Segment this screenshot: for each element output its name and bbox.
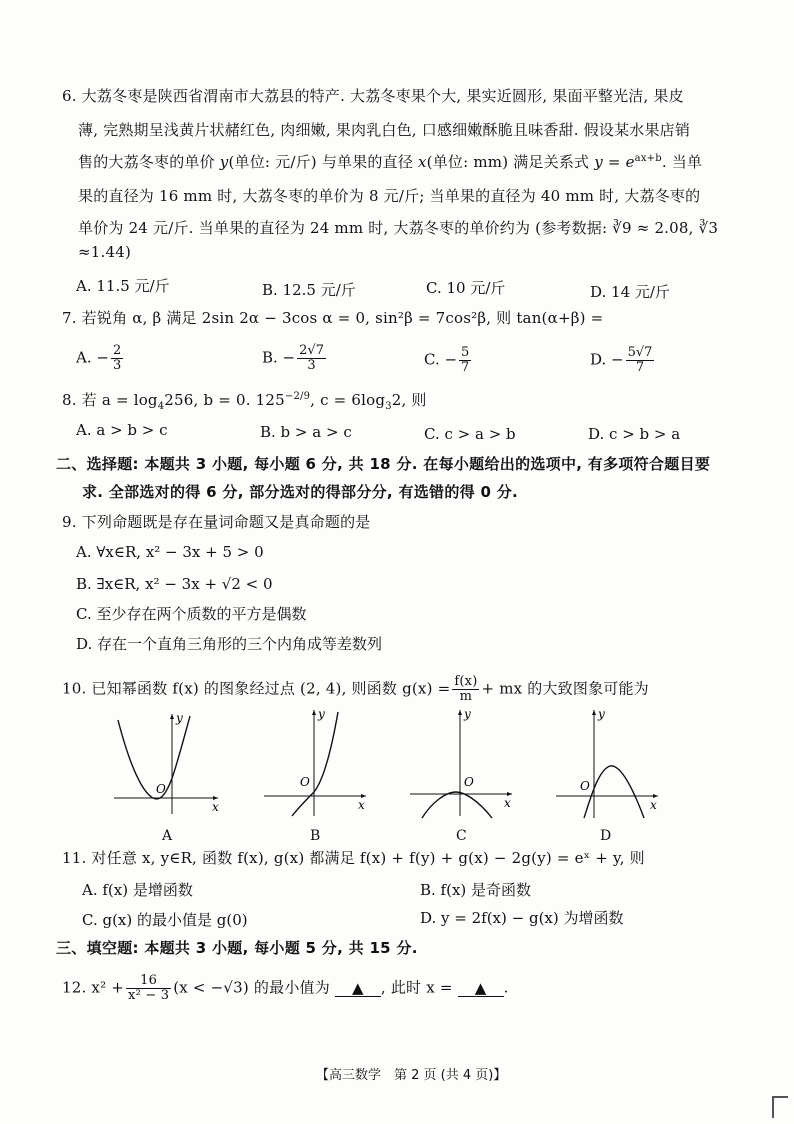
graph-a-y-arrow-icon bbox=[170, 714, 174, 719]
q11-option-a: A. f(x) 是增函数 bbox=[82, 881, 193, 899]
q8-exponent: −2/9 bbox=[284, 391, 311, 402]
q6-line-2: 薄, 完熟期呈浅黄片状赭红色, 肉细嫩, 果肉乳白色, 口感细嫩酥脆且味香甜. 假设某水果店销 bbox=[78, 121, 691, 139]
q7-option-a-label: A. − bbox=[76, 348, 109, 367]
graph-c-y-label: y bbox=[464, 708, 471, 721]
q12-answer-blank-1[interactable]: ▲ bbox=[335, 980, 381, 997]
q7-option-b-label: B. − bbox=[262, 348, 296, 367]
graph-b-y-label: y bbox=[318, 708, 325, 721]
q7-option-c-label: C. − bbox=[424, 350, 458, 369]
q10-graph-d bbox=[554, 708, 666, 820]
q12-mid: (x < −√3) 的最小值为 bbox=[173, 978, 330, 997]
q12-stem bbox=[62, 974, 509, 1003]
q12-end: . bbox=[503, 978, 509, 997]
q7-option-c bbox=[424, 346, 473, 375]
q10-graph-c bbox=[408, 708, 520, 820]
crop-mark-icon bbox=[772, 1096, 788, 1118]
q10-stem-a: 10. 已知幂函数 f(x) 的图象经过点 (2, 4), 则函数 g(x) = bbox=[62, 679, 451, 698]
graph-b-x-label: x bbox=[358, 798, 365, 812]
q10-frac-den: m bbox=[459, 689, 473, 704]
graph-c-x-label: x bbox=[504, 796, 511, 810]
q11-option-c: C. g(x) 的最小值是 g(0) bbox=[82, 911, 248, 929]
q11-stem: 11. 对任意 x, y∈R, 函数 f(x), g(x) 都满足 f(x) + f(y) + g(x) − 2g(y) = eˣ + y, 则 bbox=[62, 849, 645, 867]
q7-option-b-den: 3 bbox=[307, 358, 316, 373]
q6-formula-exp: ax+b bbox=[634, 153, 662, 164]
q6-option-c: C. 10 元/斤 bbox=[426, 279, 506, 297]
q7-option-a-num: 2 bbox=[112, 343, 122, 358]
graph-a-origin: O bbox=[156, 782, 166, 796]
q8-stem-c: , c = 6log bbox=[310, 391, 386, 409]
q7-option-c-num: 5 bbox=[461, 345, 470, 360]
q7-option-d-num: 5√7 bbox=[627, 345, 653, 360]
q10-graph-b bbox=[262, 708, 374, 818]
q7-stem: 7. 若锐角 α, β 满足 2sin 2α − 3cos α = 0, sin²β = 7cos²β, 则 tan(α+β) = bbox=[62, 309, 604, 327]
q6-line-3b: (单位: 元/斤) 与单果的直径 bbox=[228, 153, 414, 171]
q6-option-d: D. 14 元/斤 bbox=[590, 283, 670, 301]
graph-b-origin: O bbox=[300, 775, 310, 789]
q6-line-3: 售的大荔冬枣的单价 y(单位: 元/斤) 与单果的直径 x(单位: mm) 满足关系式 $y = e^{ax+b}$. 当单 bbox=[78, 153, 703, 171]
graph-b-curve bbox=[292, 712, 338, 816]
graph-c-origin: O bbox=[464, 775, 474, 789]
graph-d-y-arrow-icon bbox=[592, 710, 596, 715]
q6-line-4: 果的直径为 16 mm 时, 大荔冬枣的单价为 8 元/斤; 当单果的直径为 40 mm 时, 大荔冬枣的 bbox=[78, 187, 701, 205]
q10-graph-a bbox=[112, 712, 224, 817]
q6-option-a: A. 11.5 元/斤 bbox=[76, 277, 170, 295]
graph-c-curve bbox=[422, 792, 492, 818]
q7-option-b bbox=[262, 344, 328, 373]
q7-option-c-den: 7 bbox=[461, 360, 470, 375]
graph-b-label: B bbox=[310, 828, 321, 844]
q8-option-c: C. c > a > b bbox=[424, 425, 516, 443]
section-2-heading-line-1: 二、选择题: 本题共 3 小题, 每小题 6 分, 共 18 分. 在每小题给出的选项中, 有多项符合题目要 bbox=[56, 455, 711, 473]
section-2-heading-line-2: 求. 全部选对的得 6 分, 部分选对的得部分分, 有选错的得 0 分. bbox=[82, 483, 519, 501]
graph-d-origin: O bbox=[580, 779, 590, 793]
q8-stem-b: 256, b = 0. 125 bbox=[164, 391, 285, 409]
q7-option-d bbox=[590, 346, 656, 375]
q6-formula: y = e bbox=[594, 153, 635, 171]
q7-option-b-num: 2√7 bbox=[299, 343, 324, 358]
q12-frac-den: x² − 3 bbox=[128, 988, 170, 1003]
q8-option-d: D. c > b > a bbox=[588, 425, 681, 443]
graph-b-y-arrow-icon bbox=[312, 710, 316, 715]
q10-frac-num: f(x) bbox=[454, 674, 478, 689]
q12-frac-num: 16 bbox=[126, 974, 171, 989]
q6-line-3c: (单位: mm) 满足关系式 bbox=[426, 153, 590, 171]
q7-option-d-den: 7 bbox=[635, 360, 645, 375]
q12-answer-blank-2[interactable]: ▲ bbox=[458, 980, 504, 997]
q6-line-3e: . 当单 bbox=[661, 153, 703, 171]
q10-stem bbox=[62, 675, 649, 704]
q6-option-b: B. 12.5 元/斤 bbox=[262, 281, 356, 299]
graph-c-y-arrow-icon bbox=[458, 710, 462, 715]
graph-d-label: D bbox=[600, 828, 612, 844]
q9-option-c: C. 至少存在两个质数的平方是偶数 bbox=[76, 605, 307, 623]
q11-option-b: B. f(x) 是奇函数 bbox=[420, 881, 532, 899]
q8-log-base-4: 4 bbox=[157, 401, 165, 412]
graph-c-label: C bbox=[456, 828, 467, 844]
q6-line-6: ≈1.44) bbox=[78, 243, 132, 261]
q8-option-b: B. b > a > c bbox=[260, 423, 352, 441]
q7-option-d-label: D. − bbox=[590, 350, 624, 369]
q8-stem-a: 8. 若 a = log bbox=[62, 391, 158, 409]
q12-prefix: 12. x² + bbox=[62, 978, 125, 997]
q8-log-base-3: 3 bbox=[385, 401, 392, 412]
q9-stem: 9. 下列命题既是存在量词命题又是真命题的是 bbox=[62, 513, 371, 531]
graph-a-curve bbox=[118, 716, 190, 799]
q10-stem-b: + mx 的大致图象可能为 bbox=[481, 679, 649, 698]
q8-option-a: A. a > b > c bbox=[76, 421, 168, 439]
q9-option-a: A. ∀x∈R, x² − 3x + 5 > 0 bbox=[76, 543, 264, 561]
q8-stem bbox=[62, 390, 427, 410]
graph-a-label: A bbox=[162, 828, 173, 844]
q9-option-b: B. ∃x∈R, x² − 3x + √2 < 0 bbox=[76, 575, 273, 593]
q8-stem-d: 2, 则 bbox=[391, 391, 427, 409]
graph-d-curve bbox=[584, 766, 644, 818]
graph-a-y-label: y bbox=[176, 712, 183, 725]
q7-option-a bbox=[76, 344, 125, 373]
graph-d-y-label: y bbox=[598, 708, 605, 721]
q6-line-5: 单价为 24 元/斤. 当单果的直径为 24 mm 时, 大荔冬枣的单价约为 (参考数据: ∛9 ≈ 2.08, ∛3 bbox=[78, 219, 719, 237]
q6-line-3a: 售的大荔冬枣的单价 bbox=[78, 153, 215, 171]
page-footer: 【高三数学 第 2 页 (共 4 页)】 bbox=[316, 1068, 507, 1083]
q11-option-d: D. y = 2f(x) − g(x) 为增函数 bbox=[420, 909, 624, 927]
section-3-heading: 三、填空题: 本题共 3 小题, 每小题 5 分, 共 15 分. bbox=[56, 939, 418, 957]
q7-option-a-den: 3 bbox=[112, 358, 122, 373]
graph-d-x-label: x bbox=[650, 798, 657, 812]
q9-option-d: D. 存在一个直角三角形的三个内角成等差数列 bbox=[76, 635, 383, 653]
graph-a-x-label: x bbox=[212, 800, 219, 814]
q6-line-1: 6. 大荔冬枣是陕西省渭南市大荔县的特产. 大荔冬枣果个大, 果实近圆形, 果面平整光洁, 果皮 bbox=[62, 87, 684, 105]
q12-mid2: , 此时 x = bbox=[380, 978, 453, 997]
